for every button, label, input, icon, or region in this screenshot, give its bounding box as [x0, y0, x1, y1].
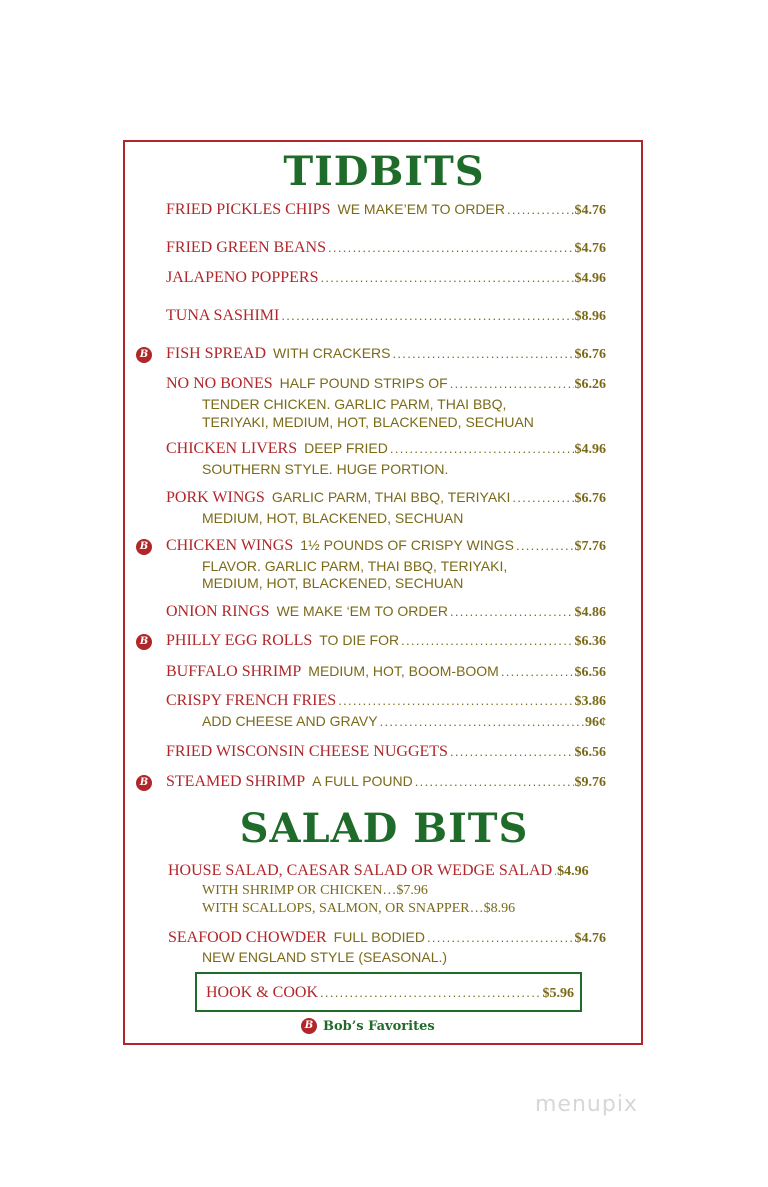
item-detail: MEDIUM, HOT, BLACKENED, SECHUAN [202, 510, 464, 526]
item-price: $4.76 [574, 931, 606, 946]
item-name: PORK WINGS [166, 489, 265, 506]
favorite-icon: B [301, 1018, 317, 1034]
item-name: PHILLY EGG ROLLS [166, 632, 313, 649]
menu-item [168, 862, 608, 884]
item-detail: NEW ENGLAND STYLE (SEASONAL.) [202, 949, 448, 965]
favorite-icon: B [136, 539, 152, 555]
favorite-icon: B [136, 634, 152, 650]
item-desc: A FULL POUND [312, 773, 413, 789]
leader-dots [450, 604, 574, 619]
leader-dots [501, 664, 574, 679]
item-name: CRISPY FRENCH FRIES [166, 692, 337, 709]
menu-item [166, 743, 606, 765]
item-detail: TENDER CHICKEN. GARLIC PARM, THAI BBQ, [202, 396, 507, 412]
leader-dots [328, 240, 573, 255]
item-name: STEAMED SHRIMP [166, 773, 306, 790]
item-desc: HALF POUND STRIPS OF [279, 375, 448, 391]
item-desc: TO DIE FOR [319, 632, 400, 648]
item-price: $8.96 [574, 309, 606, 324]
item-desc: WE MAKE ‘EM TO ORDER [276, 603, 448, 619]
item-price: $4.96 [574, 442, 606, 457]
special-item [206, 984, 574, 1006]
item-name: ONION RINGS [166, 603, 270, 620]
item-desc: WE MAKE’EM TO ORDER [337, 201, 505, 217]
legend-label: Bob’s Favorites [323, 1018, 435, 1034]
leader-dots [450, 376, 574, 391]
item-name: HOUSE SALAD, CAESAR SALAD OR WEDGE SALAD [168, 862, 553, 879]
item-price: $6.76 [574, 347, 606, 362]
item-detail: WITH SHRIMP OR CHICKEN…$7.96 [202, 883, 428, 898]
item-name: CHICKEN LIVERS [166, 440, 298, 457]
menu-item [166, 773, 606, 795]
leader-dots [390, 441, 574, 456]
item-price: $7.76 [574, 539, 606, 554]
item-price: $6.26 [574, 377, 606, 392]
item-name: FRIED PICKLES CHIPS [166, 201, 331, 218]
tidbits-title: TIDBITS [283, 148, 485, 195]
item-name: SEAFOOD CHOWDER [168, 929, 327, 946]
watermark: menupix [535, 1092, 638, 1117]
leader-dots [516, 538, 574, 553]
menu-item [166, 663, 606, 685]
item-price: $6.36 [574, 634, 606, 649]
item-name: FRIED GREEN BEANS [166, 239, 327, 256]
leader-dots [507, 202, 574, 217]
salad-bits-title: SALAD BITS [239, 805, 529, 852]
menu-item [166, 632, 606, 654]
addon-price: 96¢ [585, 715, 606, 730]
leader-dots [320, 270, 573, 285]
item-name: HOOK & COOK [206, 984, 318, 1001]
item-price: $4.96 [574, 271, 606, 286]
addon-row [202, 713, 606, 733]
item-desc: FULL BODIED [333, 929, 425, 945]
leader-dots [281, 308, 573, 323]
menu-item [166, 375, 606, 397]
item-price: $4.76 [574, 241, 606, 256]
leader-dots [427, 930, 574, 945]
item-price: $4.96 [557, 864, 589, 879]
item-price: $4.86 [574, 605, 606, 620]
menu-item [166, 345, 606, 367]
item-price: $3.86 [574, 694, 606, 709]
item-price: $5.96 [542, 986, 574, 1001]
leader-dots [401, 633, 573, 648]
item-detail: MEDIUM, HOT, BLACKENED, SECHUAN [202, 575, 464, 591]
item-price: $6.56 [574, 665, 606, 680]
legend [301, 1018, 435, 1034]
item-desc: 1½ POUNDS OF CRISPY WINGS [300, 537, 514, 553]
menu-item [168, 929, 606, 951]
menu-item [166, 307, 606, 329]
menu-item [166, 692, 606, 714]
leader-spacer [554, 863, 556, 878]
item-price: $6.76 [574, 491, 606, 506]
item-detail: TERIYAKI, MEDIUM, HOT, BLACKENED, SECHUAN [202, 414, 534, 430]
menu-item [166, 201, 606, 223]
item-price: $4.76 [574, 203, 606, 218]
item-price: $6.56 [574, 745, 606, 760]
item-desc: DEEP FRIED [304, 440, 388, 456]
leader-dots [338, 693, 573, 708]
leader-dots [320, 985, 542, 1000]
item-name: BUFFALO SHRIMP [166, 663, 302, 680]
item-name: JALAPENO POPPERS [166, 269, 319, 286]
menu-item [166, 239, 606, 261]
item-price: $9.76 [574, 775, 606, 790]
leader-dots [415, 774, 574, 789]
menu-item [166, 603, 606, 625]
item-desc: MEDIUM, HOT, BOOM-BOOM [308, 663, 499, 679]
favorite-icon: B [136, 347, 152, 363]
item-desc: WITH CRACKERS [273, 345, 391, 361]
item-name: FISH SPREAD [166, 345, 267, 362]
item-desc: GARLIC PARM, THAI BBQ, TERIYAKI [271, 489, 511, 505]
item-name: CHICKEN WINGS [166, 537, 294, 554]
leader-dots [380, 714, 584, 729]
item-name: TUNA SASHIMI [166, 307, 280, 324]
item-detail: FLAVOR. GARLIC PARM, THAI BBQ, TERIYAKI, [202, 558, 508, 574]
menu-item [166, 537, 606, 559]
item-detail: SOUTHERN STYLE. HUGE PORTION. [202, 461, 449, 477]
menu-item [166, 489, 606, 511]
leader-dots [512, 490, 573, 505]
menu-item [166, 440, 606, 462]
leader-dots [450, 744, 574, 759]
leader-dots [392, 346, 573, 361]
menu-item [166, 269, 606, 291]
favorite-icon: B [136, 775, 152, 791]
item-name: NO NO BONES [166, 375, 273, 392]
addon-desc: ADD CHEESE AND GRAVY [202, 713, 378, 729]
item-detail: WITH SCALLOPS, SALMON, OR SNAPPER…$8.96 [202, 901, 516, 916]
item-name: FRIED WISCONSIN CHEESE NUGGETS [166, 743, 448, 760]
